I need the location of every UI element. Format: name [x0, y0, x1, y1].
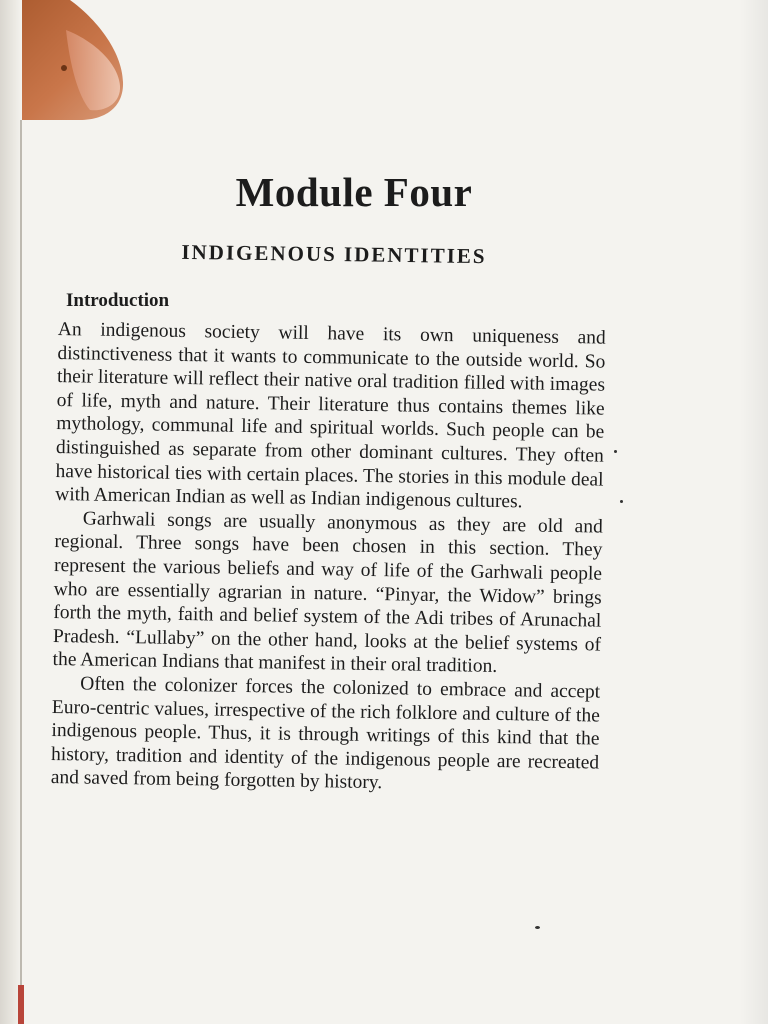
- speck-mark: [620, 500, 623, 503]
- speck-mark: [535, 926, 540, 929]
- paragraph-1: An indigenous society will have its own uniqueness and distinctiveness that it wants to communicate to the outside world. So their literature will reflect their native oral tradition filled with images of life, myth and nature. Their literature thus contains themes like mythology, communal life and spiritual worlds. Such people can be distinguished as separate from other dominant cultures. They often have historical ties with certain places. The stories in this module deal with American Indian as well as Indian indigenous cultures.: [55, 318, 606, 513]
- section-heading: INDIGENOUS IDENTITIES: [181, 239, 487, 269]
- paragraph-2: Garhwali songs are usually anonymous as they are old and regional. Three songs have been chosen in this section. They represent the various beliefs and way of life of the Garhwali people who are essentially agrarian in nature. “Pinyar, the Widow” brings forth the myth, faith and belief system of the Adi tribes of Arunachal Pradesh. “Lullaby” on the other hand, looks at the belief systems of the American Indians that manifest in their oral tradition.: [52, 508, 603, 678]
- paragraph-3: Often the colonizer forces the colonized to embrace and accept Euro-centric values, irrespective of the rich folklore and culture of the indigenous people. Thus, it is through writings of this kind that the history, tradition and identity of the indigenous people are recreated and saved from being forgotten by history.: [50, 673, 601, 794]
- speck-mark: [614, 450, 617, 453]
- body-text: [51, 318, 606, 798]
- thumb-image: [0, 0, 124, 124]
- introduction-heading: Introduction: [66, 290, 170, 311]
- page-edge-bottom: [18, 985, 24, 1024]
- module-title: Module Four: [235, 169, 473, 215]
- page-binding-edge: [0, 0, 22, 1024]
- page-right-shadow: [740, 0, 768, 1024]
